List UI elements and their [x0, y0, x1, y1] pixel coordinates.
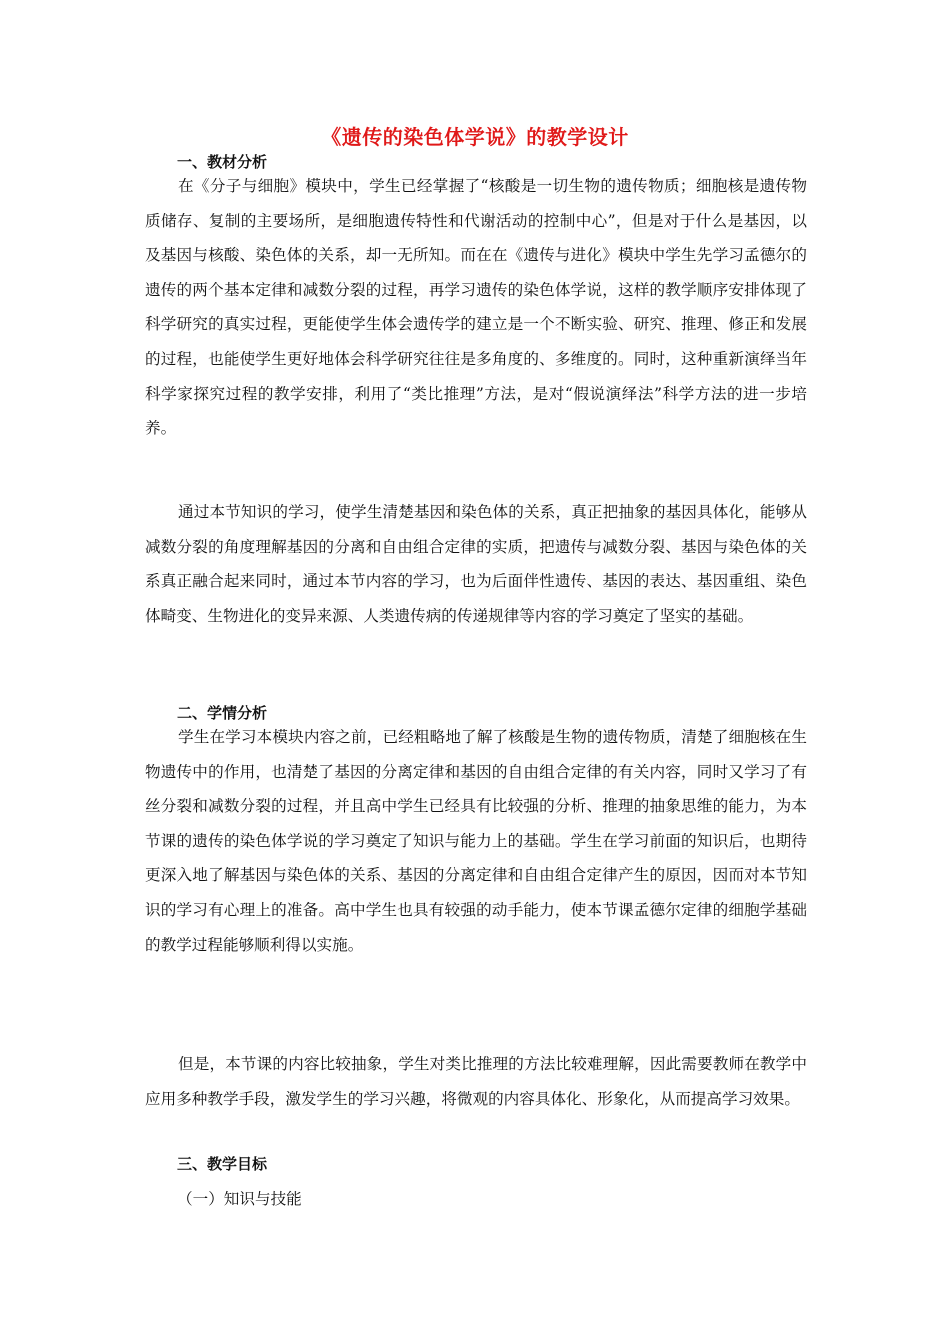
paragraph: 在《分子与细胞》模块中，学生已经掌握了“核酸是一切生物的遗传物质；细胞核是遗传物质储存、复制的主要场所，是细胞遗传特性和代谢活动的控制中心”，但是对于什么是基因，以及基因与核酸、染色体的关系，却一无所知。而在在《遗传与进化》模块中学生先学习孟德尔的遗传的两个基本定律和减数分裂的过程，再学习遗传的染色体学说，这样的教学顺序安排体现了科学研究的真实过程，更能使学生体会遗传学的建立是一个不断实验、研究、推理、修正和发展的过程，也能使学生更好地体会科学研究往往是多角度的、多维度的。同时，这种重新演绎当年科学家探究过程的教学安排，利用了“类比推理”方法，是对“假说演绎法”科学方法的进一步培养。 — [145, 177, 807, 438]
subsection-heading-knowledge-skills: （一）知识与技能 — [177, 1190, 302, 1208]
section-heading-teaching-goals: 三、教学目标 — [177, 1155, 268, 1173]
section-heading-student-analysis: 二、学情分析 — [177, 704, 268, 722]
paragraph: 通过本节知识的学习，使学生清楚基因和染色体的关系，真正把抽象的基因具体化，能够从减数分裂的角度理解基因的分离和自由组合定律的实质，把遗传与减数分裂、基因与染色体的关系真正融合起来同时，通过本节内容的学习，也为后面伴性遗传、基因的表达、基因重组、染色体畸变、生物进化的变异来源、人类遗传病的传递规律等内容的学习奠定了坚实的基础。 — [145, 503, 807, 625]
paragraph: 但是，本节课的内容比较抽象，学生对类比推理的方法比较难理解，因此需要教师在教学中应用多种教学手段，激发学生的学习兴趣，将微观的内容具体化、形象化，从而提高学习效果。 — [145, 1055, 807, 1108]
section-heading-textbook-analysis: 一、教材分析 — [177, 153, 268, 171]
paragraph: 学生在学习本模块内容之前，已经粗略地了解了核酸是生物的遗传物质，清楚了细胞核在生物遗传中的作用，也清楚了基因的分离定律和基因的自由组合定律的有关内容，同时又学习了有丝分裂和减数分裂的过程，并且高中学生已经具有比较强的分析、推理的抽象思维的能力，为本节课的遗传的染色体学说的学习奠定了知识与能力上的基础。学生在学习前面的知识后，也期待更深入地了解基因与染色体的关系、基因的分离定律和自由组合定律产生的原因，因而对本节知识的学习有心理上的准备。高中学生也具有较强的动手能力，使本节课孟德尔定律的细胞学基础的教学过程能够顺利得以实施。 — [145, 728, 807, 954]
document-title: 《遗传的染色体学说》的教学设计 — [321, 125, 629, 149]
